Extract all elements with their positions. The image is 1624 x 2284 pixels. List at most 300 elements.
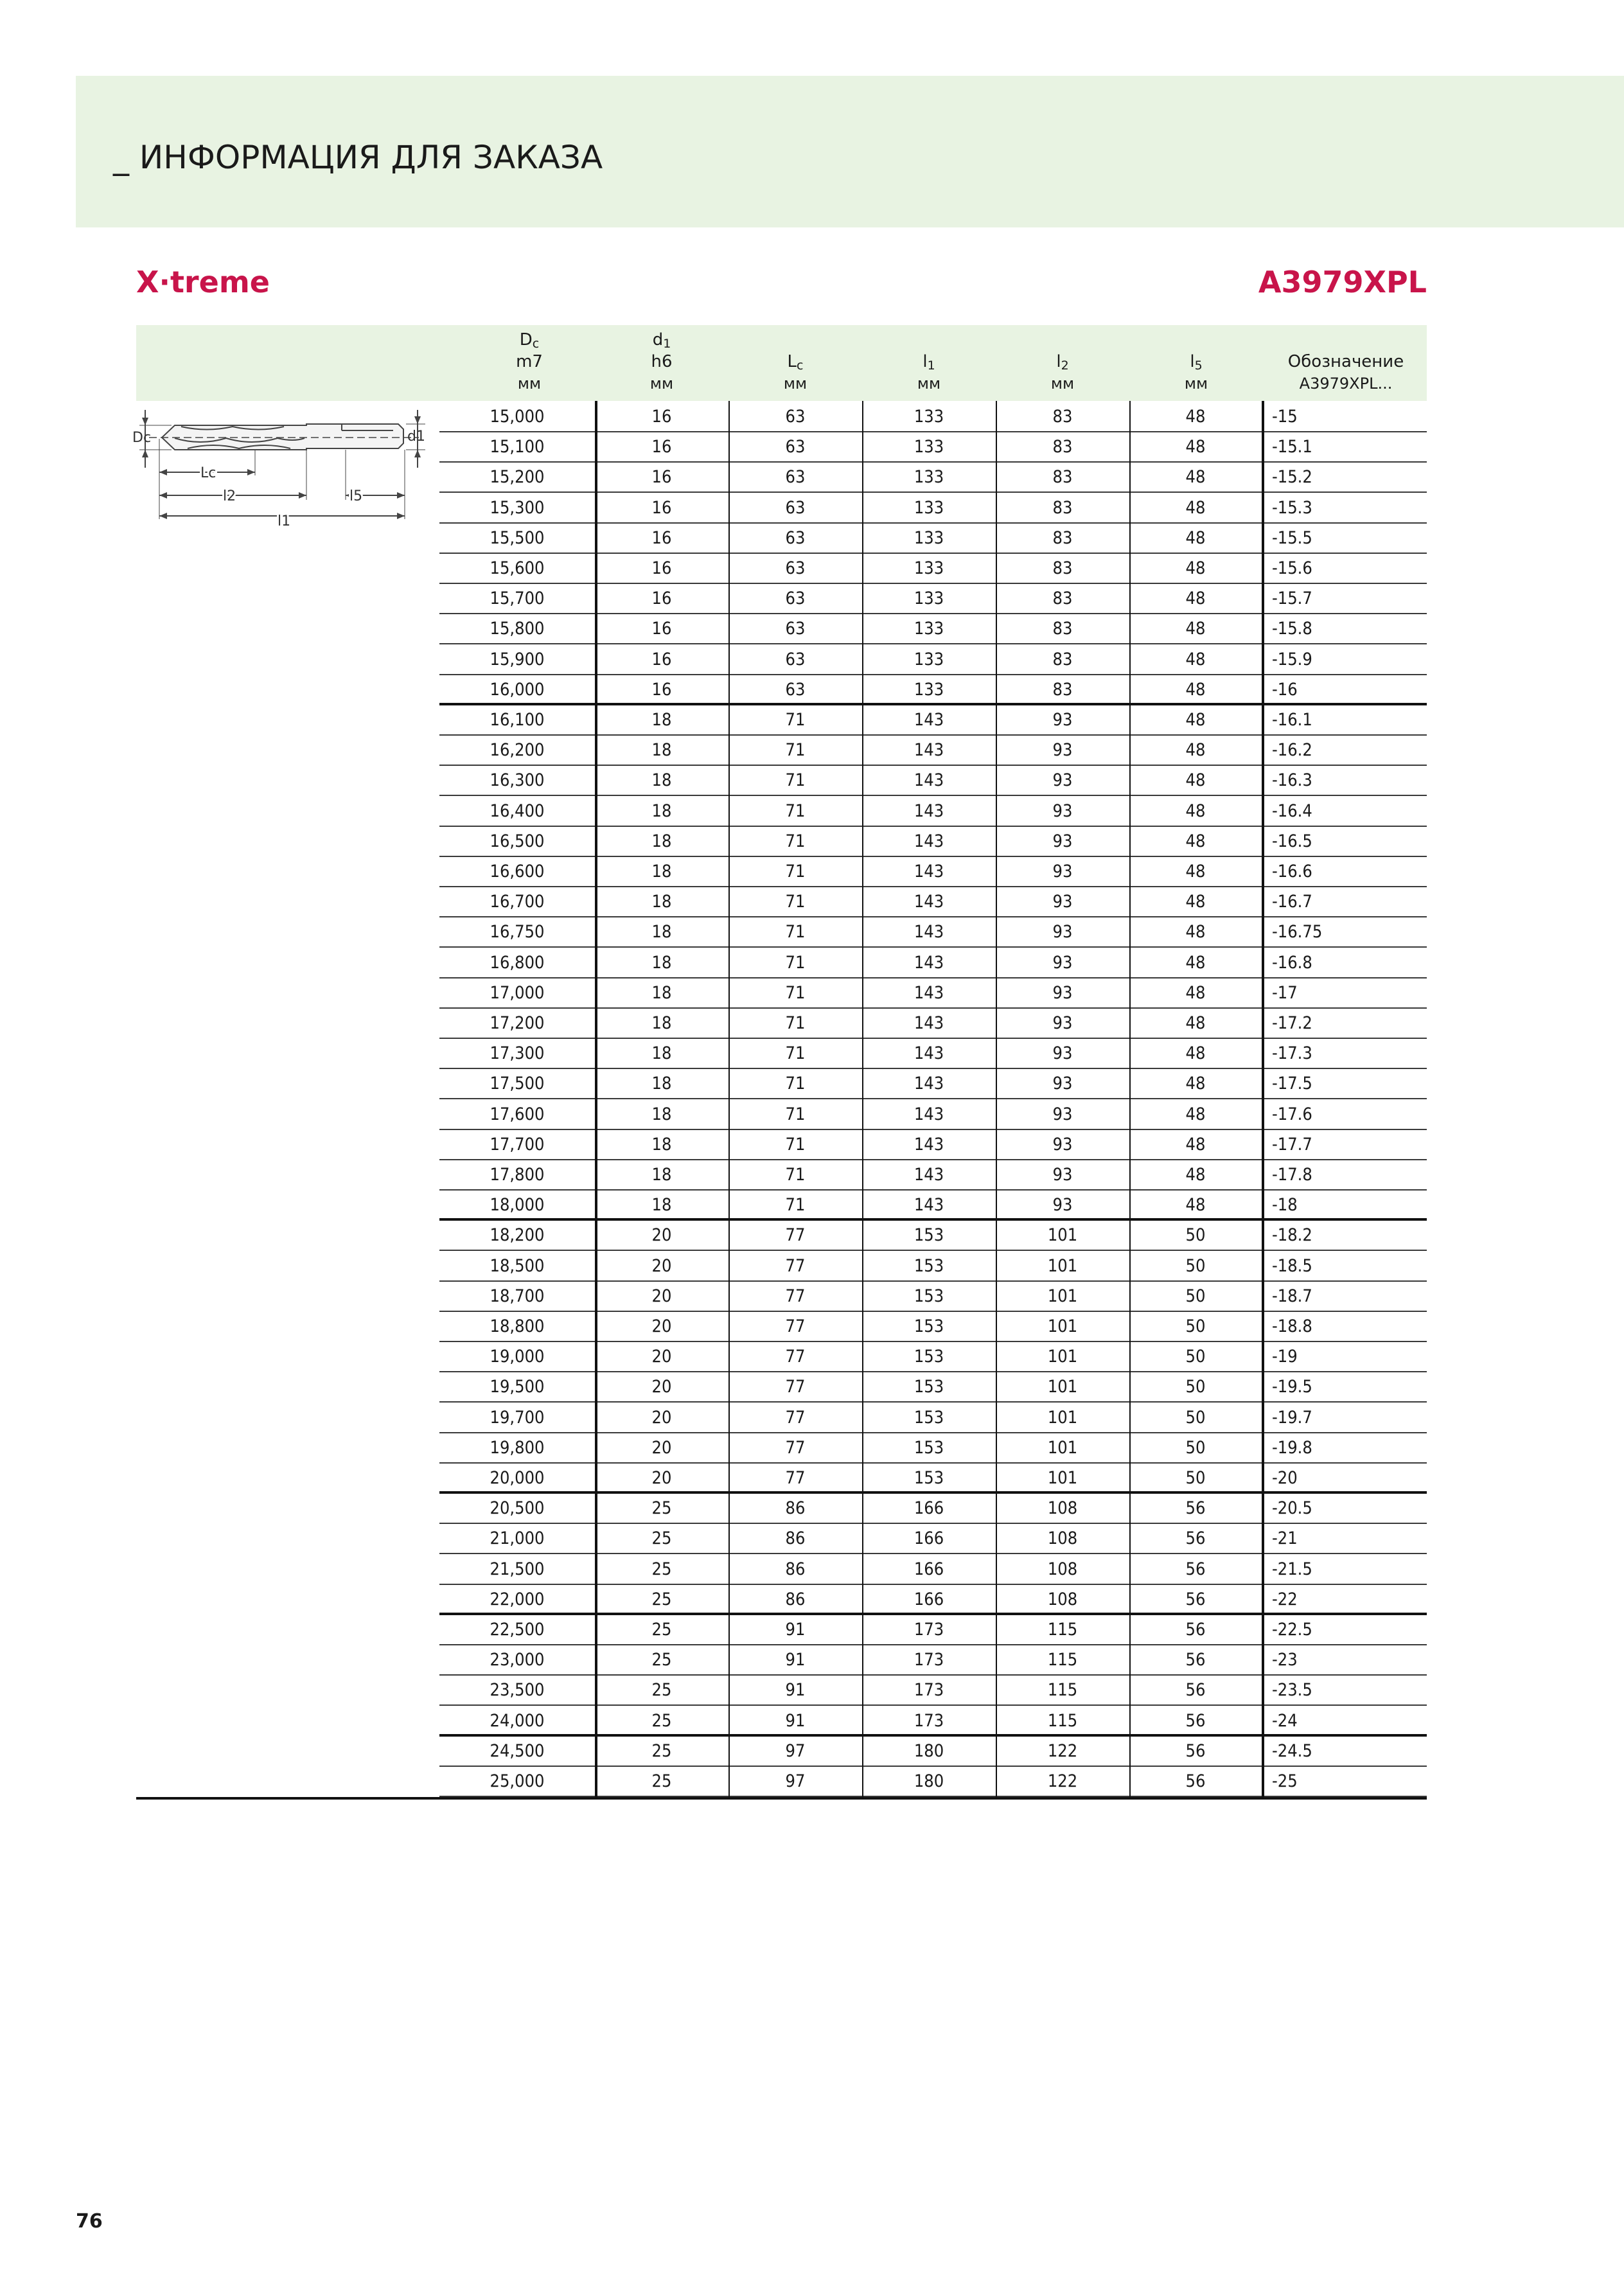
table-row — [439, 1737, 1427, 1767]
table-cell: 115 — [1047, 1650, 1078, 1670]
table-cell: -15.2 — [1272, 467, 1312, 488]
table-row — [439, 1372, 1427, 1403]
col-separator — [1129, 401, 1131, 1798]
table-cell: 91 — [785, 1620, 806, 1640]
table-cell: -16.3 — [1272, 770, 1312, 791]
table-cell: 20 — [651, 1286, 672, 1306]
col-separator — [1262, 401, 1264, 1798]
table-cell: -18.7 — [1272, 1286, 1312, 1306]
table-cell: 48 — [1185, 649, 1206, 669]
table-row — [439, 705, 1427, 736]
table-cell: 173 — [914, 1620, 944, 1640]
table-cell: -16.75 — [1272, 922, 1323, 943]
table-cell: 20,500 — [490, 1498, 545, 1519]
table-cell: 86 — [785, 1559, 806, 1579]
table-cell: -19.7 — [1272, 1407, 1312, 1428]
table-cell: 20 — [651, 1377, 672, 1397]
table-cell: 93 — [1052, 1195, 1073, 1216]
table-row — [439, 1615, 1427, 1645]
table-cell: 25 — [651, 1620, 672, 1640]
table-row — [439, 797, 1427, 827]
label-d1: d1 — [407, 429, 425, 445]
table-cell: -24.5 — [1272, 1740, 1312, 1761]
table-cell: -16.7 — [1272, 892, 1312, 912]
table-cell: 63 — [785, 619, 806, 639]
table-cell: 48 — [1185, 619, 1206, 639]
table-cell: -20.5 — [1272, 1498, 1312, 1519]
table-cell: 101 — [1047, 1468, 1078, 1488]
table-cell: 166 — [914, 1559, 944, 1579]
table-cell: 18 — [651, 892, 672, 912]
table-cell: 63 — [785, 527, 806, 548]
table-row — [439, 1433, 1427, 1464]
table-cell: -22 — [1272, 1589, 1298, 1609]
table-cell: 153 — [914, 1316, 944, 1336]
table-cell: 108 — [1047, 1559, 1078, 1579]
table-cell: 86 — [785, 1589, 806, 1609]
table-cell: 93 — [1052, 892, 1073, 912]
table-row — [439, 736, 1427, 766]
table-cell: 71 — [785, 952, 806, 973]
table-cell: 83 — [1052, 558, 1073, 578]
table-cell: 16,400 — [490, 801, 545, 821]
table-cell: 25 — [651, 1771, 672, 1791]
table-cell: 22,000 — [490, 1589, 545, 1609]
table-cell: 122 — [1047, 1771, 1078, 1791]
table-cell: 71 — [785, 740, 806, 761]
table-cell: 143 — [914, 1013, 944, 1033]
table-cell: 83 — [1052, 527, 1073, 548]
table-cell: 16 — [651, 467, 672, 488]
table-cell: 16,800 — [490, 952, 545, 973]
table-row — [439, 948, 1427, 978]
table-cell: -15.5 — [1272, 527, 1312, 548]
table-cell: 48 — [1185, 407, 1206, 427]
table-cell: 50 — [1185, 1377, 1206, 1397]
col-separator — [595, 401, 597, 1798]
table-cell: -15.8 — [1272, 619, 1312, 639]
table-cell: 77 — [785, 1407, 806, 1428]
table-cell: 71 — [785, 922, 806, 943]
table-cell: 93 — [1052, 862, 1073, 881]
table-row — [439, 1645, 1427, 1676]
table-cell: 21,500 — [490, 1559, 545, 1579]
table-cell: 23,500 — [490, 1680, 545, 1701]
table-cell: 101 — [1047, 1286, 1078, 1306]
table-cell: 83 — [1052, 589, 1073, 609]
table-cell: 93 — [1052, 1043, 1073, 1064]
table-cell: 56 — [1185, 1650, 1206, 1670]
table-cell: 93 — [1052, 740, 1073, 761]
table-cell: 50 — [1185, 1286, 1206, 1306]
table-cell: 56 — [1185, 1710, 1206, 1731]
table-cell: -17.3 — [1272, 1043, 1312, 1064]
table-cell: 48 — [1185, 1043, 1206, 1064]
table-cell: 15,100 — [490, 437, 545, 457]
table-cell: -18.5 — [1272, 1255, 1312, 1276]
table-cell: 23,000 — [490, 1650, 545, 1670]
table-cell: 63 — [785, 437, 806, 457]
table-cell: 91 — [785, 1680, 806, 1701]
table-cell: 50 — [1185, 1225, 1206, 1246]
table-cell: 25 — [651, 1559, 672, 1579]
table-cell: 48 — [1185, 922, 1206, 943]
table-cell: 71 — [785, 831, 806, 851]
table-cell: 143 — [914, 982, 944, 1003]
table-cell: 18 — [651, 1104, 672, 1124]
page-title: _ ИНФОРМАЦИЯ ДЛЯ ЗАКАЗА — [113, 139, 603, 176]
table-cell: 48 — [1185, 1013, 1206, 1033]
table-cell: 50 — [1185, 1407, 1206, 1428]
table-row — [439, 1069, 1427, 1099]
table-cell: 25 — [651, 1710, 672, 1731]
table-cell: 16,300 — [490, 770, 545, 791]
table-cell: 15,700 — [490, 589, 545, 609]
table-cell: -16.1 — [1272, 710, 1312, 730]
table-cell: -15.6 — [1272, 558, 1312, 578]
table-cell: -17.6 — [1272, 1104, 1312, 1124]
col-header-designation: Обозначение A3979XPL... — [1287, 352, 1404, 393]
table-cell: 18 — [651, 1134, 672, 1155]
table-cell: 122 — [1047, 1740, 1078, 1761]
table-cell: -19.8 — [1272, 1437, 1312, 1458]
table-row — [439, 1160, 1427, 1191]
table-cell: 153 — [914, 1468, 944, 1488]
table-cell: 18 — [651, 982, 672, 1003]
table-cell: 77 — [785, 1225, 806, 1246]
table-cell: 16 — [651, 619, 672, 639]
table-cell: 20,000 — [490, 1468, 545, 1488]
table-cell: 16,000 — [490, 679, 545, 700]
table-cell: 18 — [651, 1195, 672, 1216]
table-cell: 101 — [1047, 1347, 1078, 1367]
table-cell: -15.9 — [1272, 649, 1312, 669]
label-l5: l5 — [349, 488, 363, 504]
table-row — [439, 1221, 1427, 1251]
table-cell: 16,500 — [490, 831, 545, 851]
table-cell: 93 — [1052, 801, 1073, 821]
table-cell: 20 — [651, 1437, 672, 1458]
table-row — [439, 493, 1427, 524]
table-cell: 21,000 — [490, 1528, 545, 1549]
table-row — [439, 887, 1427, 917]
table-cell: 50 — [1185, 1468, 1206, 1488]
table-cell: 143 — [914, 952, 944, 973]
table-cell: 50 — [1185, 1347, 1206, 1367]
table-cell: 133 — [914, 407, 944, 427]
col-header-lc: $L_c$ мм — [783, 352, 808, 393]
table-cell: 48 — [1185, 1195, 1206, 1216]
table-cell: 143 — [914, 1043, 944, 1064]
table-cell: 56 — [1185, 1771, 1206, 1791]
table-cell: -16.2 — [1272, 740, 1312, 761]
table-cell: -25 — [1272, 1771, 1298, 1791]
table-cell: -21 — [1272, 1528, 1298, 1549]
table-cell: 115 — [1047, 1620, 1078, 1640]
table-cell: 18,500 — [490, 1255, 545, 1276]
table-cell: 143 — [914, 770, 944, 791]
table-cell: 153 — [914, 1255, 944, 1276]
table-cell: 133 — [914, 558, 944, 578]
table-cell: 93 — [1052, 1104, 1073, 1124]
table-cell: 18,700 — [490, 1286, 545, 1306]
table-cell: -15.3 — [1272, 497, 1312, 518]
label-lc: Lc — [200, 465, 216, 481]
table-cell: 153 — [914, 1286, 944, 1306]
table-bottom-rule — [136, 1797, 1427, 1800]
table-cell: 16 — [651, 527, 672, 548]
table-cell: 18,000 — [490, 1195, 545, 1216]
table-cell: 24,000 — [490, 1710, 545, 1731]
table-cell: 133 — [914, 619, 944, 639]
table-cell: 71 — [785, 1134, 806, 1155]
table-cell: 16 — [651, 679, 672, 700]
table-cell: 18 — [651, 1013, 672, 1033]
table-cell: 93 — [1052, 710, 1073, 730]
table-row — [439, 1585, 1427, 1615]
table-cell: -22.5 — [1272, 1620, 1312, 1640]
table-cell: 143 — [914, 831, 944, 851]
table-cell: 48 — [1185, 770, 1206, 791]
table-cell: 18 — [651, 770, 672, 791]
table-cell: 153 — [914, 1377, 944, 1397]
table-cell: 143 — [914, 801, 944, 821]
col-separator — [862, 401, 863, 1798]
table-cell: -19.5 — [1272, 1377, 1312, 1397]
table-cell: 20 — [651, 1407, 672, 1428]
table-cell: 97 — [785, 1740, 806, 1761]
table-cell: 17,300 — [490, 1043, 545, 1064]
table-cell: 17,700 — [490, 1134, 545, 1155]
label-dc: Dc — [132, 430, 152, 446]
table-cell: 48 — [1185, 1074, 1206, 1094]
table-cell: 48 — [1185, 1134, 1206, 1155]
table-row — [439, 1676, 1427, 1706]
table-cell: 25 — [651, 1680, 672, 1701]
table-cell: 83 — [1052, 649, 1073, 669]
table-row — [439, 1524, 1427, 1554]
table-row — [439, 1009, 1427, 1039]
table-cell: 83 — [1052, 497, 1073, 518]
table-cell: 71 — [785, 1104, 806, 1124]
table-cell: 48 — [1185, 1165, 1206, 1185]
table-cell: 153 — [914, 1407, 944, 1428]
table-cell: 101 — [1047, 1225, 1078, 1246]
table-cell: 93 — [1052, 1013, 1073, 1033]
table-cell: 133 — [914, 679, 944, 700]
table-cell: 20 — [651, 1468, 672, 1488]
table-cell: -16.6 — [1272, 862, 1312, 881]
table-cell: 108 — [1047, 1498, 1078, 1519]
table-cell: 56 — [1185, 1589, 1206, 1609]
table-cell: 97 — [785, 1771, 806, 1791]
table-cell: 93 — [1052, 1074, 1073, 1094]
table-cell: 16 — [651, 649, 672, 669]
table-cell: 16 — [651, 437, 672, 457]
table-cell: 143 — [914, 1165, 944, 1185]
table-cell: 77 — [785, 1286, 806, 1306]
col-header-d1: $d_1$ h6 мм — [649, 330, 674, 393]
table-row — [439, 554, 1427, 584]
table-cell: 143 — [914, 892, 944, 912]
table-cell: -18 — [1272, 1195, 1298, 1216]
table-cell: -23 — [1272, 1650, 1298, 1670]
label-l2: l2 — [223, 488, 236, 504]
table-cell: 18 — [651, 1074, 672, 1094]
label-l1: l1 — [278, 513, 291, 529]
table-cell: 56 — [1185, 1559, 1206, 1579]
table-row — [439, 614, 1427, 644]
table-cell: 133 — [914, 649, 944, 669]
table-cell: 93 — [1052, 770, 1073, 791]
table-cell: 63 — [785, 497, 806, 518]
table-cell: 17,000 — [490, 982, 545, 1003]
table-cell: 16 — [651, 589, 672, 609]
table-cell: -16 — [1272, 679, 1298, 700]
table-row — [439, 675, 1427, 705]
table-cell: 71 — [785, 801, 806, 821]
table-cell: 143 — [914, 1134, 944, 1155]
table-row — [439, 432, 1427, 463]
table-cell: 15,300 — [490, 497, 545, 518]
table-row — [439, 1767, 1427, 1797]
table-cell: 77 — [785, 1468, 806, 1488]
table-cell: 86 — [785, 1528, 806, 1549]
table-cell: 18,200 — [490, 1225, 545, 1246]
table-cell: 16,100 — [490, 710, 545, 730]
table-cell: 83 — [1052, 679, 1073, 700]
table-cell: 93 — [1052, 952, 1073, 973]
table-cell: 93 — [1052, 831, 1073, 851]
table-cell: 56 — [1185, 1528, 1206, 1549]
table-cell: 71 — [785, 1074, 806, 1094]
table-cell: 180 — [914, 1740, 944, 1761]
table-cell: 48 — [1185, 862, 1206, 881]
table-cell: 83 — [1052, 437, 1073, 457]
table-cell: 71 — [785, 862, 806, 881]
table-cell: 143 — [914, 1074, 944, 1094]
table-cell: -24 — [1272, 1710, 1298, 1731]
table-cell: 83 — [1052, 467, 1073, 488]
table-cell: -16.5 — [1272, 831, 1312, 851]
table-cell: 173 — [914, 1680, 944, 1701]
table-cell: 93 — [1052, 922, 1073, 943]
table-row — [439, 1039, 1427, 1069]
table-cell: 180 — [914, 1771, 944, 1791]
table-cell: 15,000 — [490, 407, 545, 427]
table-cell: 63 — [785, 649, 806, 669]
table-cell: 18 — [651, 740, 672, 761]
table-cell: -17.5 — [1272, 1074, 1312, 1094]
table-cell: 93 — [1052, 982, 1073, 1003]
table-cell: 48 — [1185, 801, 1206, 821]
table-cell: 18 — [651, 922, 672, 943]
table-cell: 18,800 — [490, 1316, 545, 1336]
table-cell: 56 — [1185, 1680, 1206, 1701]
table-cell: 143 — [914, 1195, 944, 1216]
table-cell: 18 — [651, 1165, 672, 1185]
table-cell: 143 — [914, 922, 944, 943]
table-row — [439, 766, 1427, 796]
product-code: A3979XPL — [1258, 265, 1427, 299]
table-cell: 86 — [785, 1498, 806, 1519]
table-cell: 91 — [785, 1710, 806, 1731]
table-cell: 18 — [651, 831, 672, 851]
table-row — [439, 827, 1427, 857]
table-cell: 166 — [914, 1498, 944, 1519]
table-cell: -15 — [1272, 407, 1298, 427]
table-cell: 48 — [1185, 589, 1206, 609]
table-cell: -17.8 — [1272, 1165, 1312, 1185]
table-cell: 19,500 — [490, 1377, 545, 1397]
table-cell: 71 — [785, 1013, 806, 1033]
table-cell: 18 — [651, 952, 672, 973]
table-cell: 20 — [651, 1225, 672, 1246]
table-cell: 25 — [651, 1589, 672, 1609]
table-cell: 48 — [1185, 892, 1206, 912]
table-cell: 153 — [914, 1225, 944, 1246]
table-cell: 108 — [1047, 1528, 1078, 1549]
table-cell: 15,200 — [490, 467, 545, 488]
table-row — [439, 1312, 1427, 1342]
table-cell: 17,500 — [490, 1074, 545, 1094]
table-row — [439, 1191, 1427, 1221]
table-cell: 101 — [1047, 1255, 1078, 1276]
table-cell: -18.8 — [1272, 1316, 1312, 1336]
table-cell: 17,600 — [490, 1104, 545, 1124]
table-cell: -19 — [1272, 1347, 1298, 1367]
table-cell: 56 — [1185, 1498, 1206, 1519]
table-cell: 16,700 — [490, 892, 545, 912]
table-cell: -17.2 — [1272, 1013, 1312, 1033]
table-cell: 77 — [785, 1377, 806, 1397]
table-cell: 166 — [914, 1528, 944, 1549]
table-cell: -16.8 — [1272, 952, 1312, 973]
table-cell: 91 — [785, 1650, 806, 1670]
table-cell: 24,500 — [490, 1740, 545, 1761]
table-row — [439, 463, 1427, 493]
table-cell: 77 — [785, 1347, 806, 1367]
table-cell: 83 — [1052, 407, 1073, 427]
table-cell: 101 — [1047, 1407, 1078, 1428]
table-cell: 19,000 — [490, 1347, 545, 1367]
table-cell: 19,700 — [490, 1407, 545, 1428]
table-cell: 16,200 — [490, 740, 545, 761]
table-cell: 20 — [651, 1347, 672, 1367]
col-header-dc: $D_c$ m7 мм — [516, 330, 543, 393]
table-cell: 19,800 — [490, 1437, 545, 1458]
table-cell: 101 — [1047, 1316, 1078, 1336]
table-cell: 48 — [1185, 710, 1206, 730]
table-cell: 133 — [914, 497, 944, 518]
table-cell: 48 — [1185, 467, 1206, 488]
table-cell: 77 — [785, 1437, 806, 1458]
table-cell: 17,800 — [490, 1165, 545, 1185]
table-cell: 166 — [914, 1589, 944, 1609]
table-cell: 48 — [1185, 1104, 1206, 1124]
table-cell: -17 — [1272, 982, 1298, 1003]
table-cell: -20 — [1272, 1468, 1298, 1488]
table-cell: 71 — [785, 1043, 806, 1064]
table-cell: 50 — [1185, 1255, 1206, 1276]
col-separator — [728, 401, 730, 1798]
table-cell: 15,600 — [490, 558, 545, 578]
header-band — [76, 76, 1624, 227]
table-cell: 50 — [1185, 1316, 1206, 1336]
table-cell: 83 — [1052, 619, 1073, 639]
table-cell: 22,500 — [490, 1620, 545, 1640]
table-cell: 115 — [1047, 1680, 1078, 1701]
